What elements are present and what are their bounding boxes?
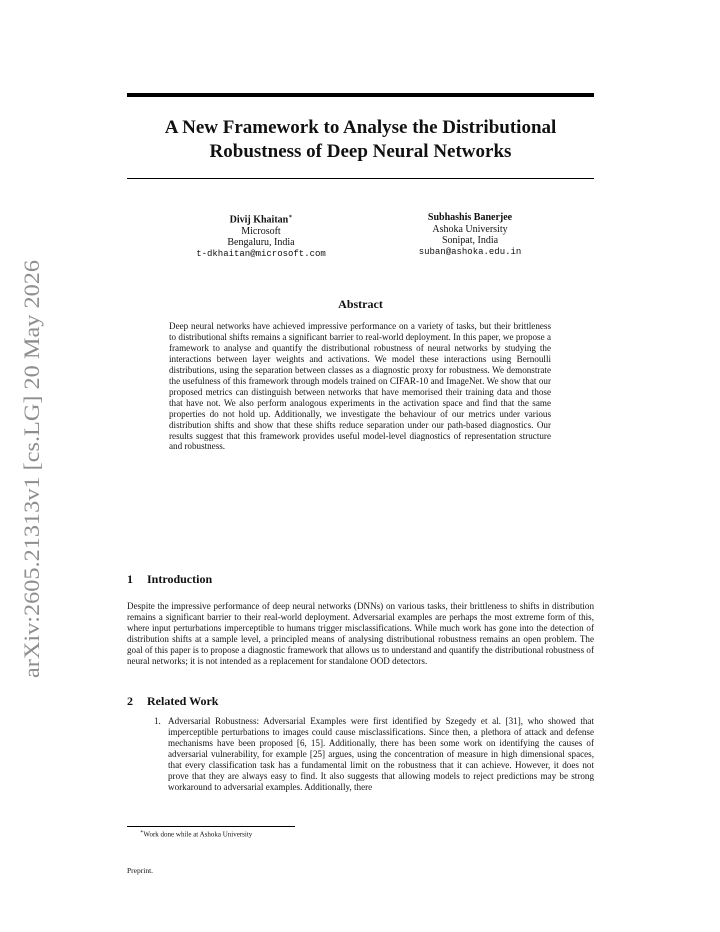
paper-title <box>127 116 594 164</box>
footnote-text: Work done while at Ashoka University <box>143 830 253 839</box>
abstract-heading: Abstract <box>338 297 383 311</box>
footnote <box>140 829 252 838</box>
list-item: Adversarial Robustness: Adversarial Examples were first identified by Szegedy et al. [31], who showed that imperceptible perturbations to images could cause misclassifications. Since then, a plethora of attack and defense mechanisms have been proposed [6, 15]. Additionally, there has been some work on identifying the causes of adversarial vulnerability, for example [25] argues, using the concentration of measure in high dimensional spaces, that every classification task has a fundamental limit on the robustness that it can achieve. However, it does not prove that they are always easy to find. It also suggests that allowing models to reject predictions may be strong workaround to adversarial examples. Additionally, there <box>168 716 594 792</box>
author-affiliation: Ashoka University <box>432 223 508 235</box>
footnote-rule <box>127 826 295 827</box>
section-number: 1 <box>127 572 133 586</box>
section-title: Introduction <box>147 572 213 586</box>
author-affiliation: Microsoft <box>241 225 281 237</box>
author-email[interactable]: t-dkhaitan@microsoft.com <box>196 248 326 259</box>
title-bottom-rule <box>127 178 594 179</box>
list-item-marker: 1. <box>154 716 161 726</box>
author-name: Divij Khaitan∗ <box>229 214 293 226</box>
author-email[interactable]: suban@ashoka.edu.in <box>418 246 522 257</box>
author-block-2 <box>370 212 570 258</box>
footnote-marker: ∗ <box>140 830 144 835</box>
author-location: Bengaluru, India <box>227 237 295 249</box>
introduction-paragraph: Despite the impressive performance of deep neural networks (DNNs) on various tasks, their brittleness to shifts in distribution remains a significant barrier to their real-world deployment. Adversarial examples are perhaps the most extreme form of this, where input perturbations imperceptible to humans trigger misclassifications. While much work has gone into the detection of distribution shifts at a sample level, a principled means of analysing distributional robustness remains an open problem. The goal of this paper is to propose a diagnostic framework that allows us to understand and quantify the distributional robustness of neural networks; it is not intended as a replacement for standalone OOD detectors. <box>127 601 594 666</box>
author-block-1 <box>161 212 361 260</box>
section-title: Related Work <box>147 694 219 708</box>
title-top-rule <box>127 93 594 97</box>
arxiv-sidebar-stamp <box>10 258 48 678</box>
arxiv-stamp-text: arXiv:2605.21313v1 [cs.LG] 20 May 2026 <box>19 290 44 678</box>
section-heading-related-work <box>127 694 218 709</box>
section-number: 2 <box>127 694 133 708</box>
author-name: Subhashis Banerjee <box>427 212 513 223</box>
author-location: Sonipat, India <box>441 235 499 246</box>
preprint-label: Preprint. <box>127 866 154 875</box>
paper-title-line-1: A New Framework to Analyse the Distributional <box>164 117 557 138</box>
footnote-marker: ∗ <box>288 214 293 220</box>
paper-title-line-2: Robustness of Deep Neural Networks <box>209 141 512 162</box>
abstract-body: Deep neural networks have achieved impressive performance on a variety of tasks, but their brittleness to distributional shifts remains a significant barrier to real-world deployment. In this paper, we propose a framework to analyse and quantify the distributional robustness of neural networks by studying the interactions between layer weights and activations. We model these interactions using Bernoulli distributions, using the separation between classes as a diagnostic proxy for robustness. We demonstrate the usefulness of this framework through models trained on CIFAR-10 and ImageNet. We show that our proposed metrics can distinguish between networks that have memorised their training data and those that have not. We also perform analogous experiments in the activation space and find that the same properties do not hold up. Additionally, we investigate the behaviour of our metrics under various distribution shifts and show that these shifts reduce separation under our path-based diagnostics. Our results suggest that this framework provides useful model-level diagnostics of representation structure and robustness. <box>169 321 551 452</box>
section-heading-introduction <box>127 572 212 587</box>
